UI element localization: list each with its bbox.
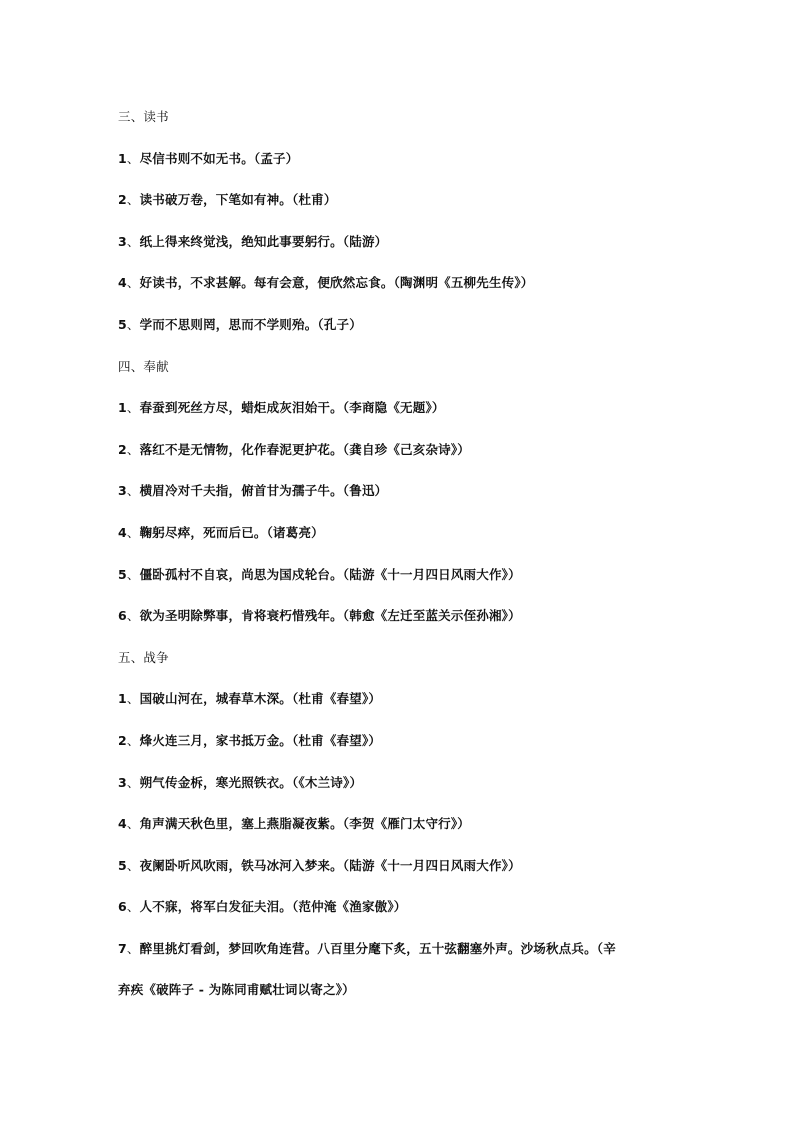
list-item: 3、朔气传金柝，寒光照铁衣。（《木兰诗》） — [118, 774, 363, 790]
list-item: 6、欲为圣明除弊事，肯将衰朽惜残年。（韩愈《左迁至蓝关示侄孙湘》） — [118, 608, 521, 624]
section-heading: 四、奉献 — [118, 358, 169, 374]
list-item: 2、读书破万卷，下笔如有神。（杜甫） — [118, 192, 337, 208]
list-item: 1、尽信书则不如无书。（孟子） — [118, 150, 299, 166]
list-item: 4、角声满天秋色里，塞上燕脂凝夜紫。（李贺《雁门太守行》） — [118, 816, 471, 832]
list-item: 4、鞠躬尽瘁，死而后已。（诸葛亮） — [118, 524, 324, 540]
section-heading: 五、战争 — [118, 649, 169, 665]
list-item: 5、学而不思则罔，思而不学则殆。（孔子） — [118, 316, 362, 332]
list-item: 3、纸上得来终觉浅，绝知此事要躬行。（陆游） — [118, 233, 388, 249]
section-heading: 三、读书 — [118, 109, 169, 124]
list-item: 1、春蚕到死丝方尽，蜡炬成灰泪始干。（李商隐《无题》） — [118, 400, 445, 416]
list-item: 7、醉里挑灯看剑，梦回吹角连营。八百里分麾下炙，五十弦翻塞外声。沙场秋点兵。（辛 — [118, 940, 616, 956]
document-page — [118, 108, 688, 1023]
list-item: 6、人不寐，将军白发征夫泪。（范仲淹《渔家傲》） — [118, 899, 407, 915]
list-item: 1、国破山河在，城春草木深。（杜甫《春望》） — [118, 691, 382, 707]
list-item: 5、夜阑卧听风吹雨，铁马冰河入梦来。（陆游《十一月四日风雨大作》） — [118, 857, 521, 873]
list-item: 4、好读书，不求甚解。每有会意，便欣然忘食。（陶渊明《五柳先生传》） — [118, 275, 534, 291]
list-item: 2、落红不是无情物，化作春泥更护花。（龚自珍《己亥杂诗》） — [118, 441, 471, 457]
list-item-continuation: 弃疾《破阵子 - 为陈同甫赋壮词以寄之》） — [118, 982, 355, 998]
list-item: 5、僵卧孤村不自哀，尚思为国戍轮台。（陆游《十一月四日风雨大作》） — [118, 566, 521, 582]
list-item: 3、横眉冷对千夫指，俯首甘为孺子牛。（鲁迅） — [118, 483, 388, 499]
list-item: 2、烽火连三月，家书抵万金。（杜甫《春望》） — [118, 732, 382, 748]
